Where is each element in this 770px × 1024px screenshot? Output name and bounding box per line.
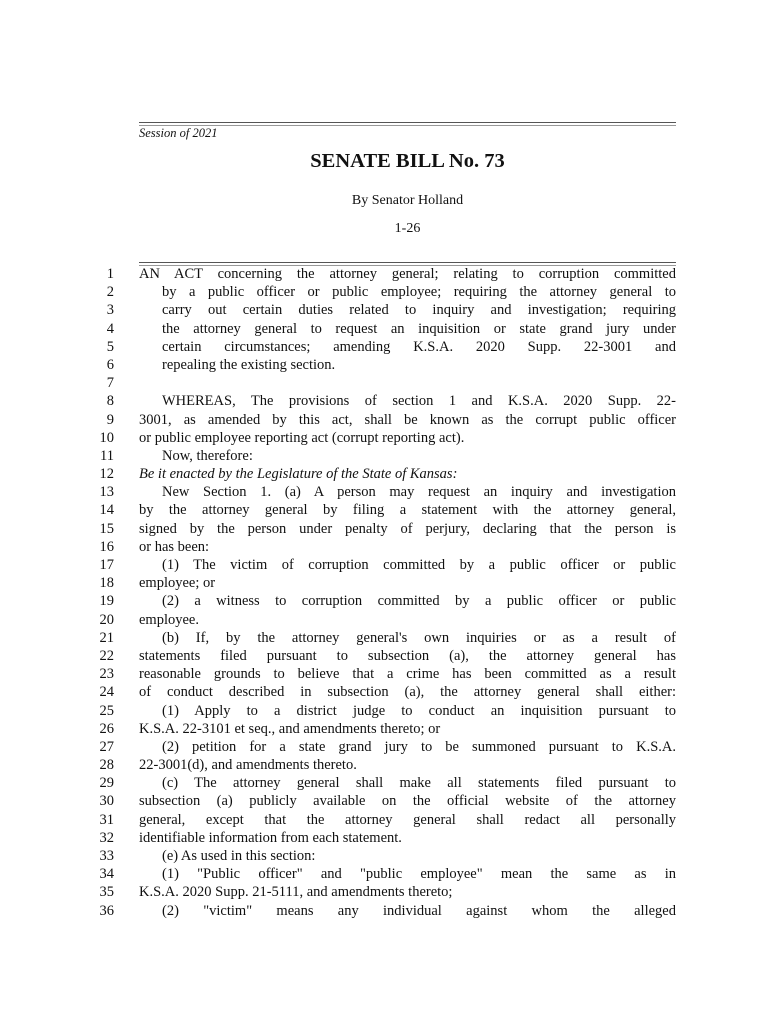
line-text: employee; or (139, 575, 216, 592)
bill-line (0, 520, 770, 538)
bill-line (0, 574, 770, 592)
line-number: 25 (99, 702, 114, 719)
bill-line (0, 556, 770, 574)
bill-line (0, 902, 770, 920)
bill-line (0, 356, 770, 374)
line-text: (2) "victim" means any individual against whom the alleged (162, 902, 676, 919)
bill-line (0, 629, 770, 647)
line-text: the attorney general to request an inquisition or state grand jury under (162, 320, 676, 337)
line-text: employee. (139, 611, 199, 628)
bill-title: SENATE BILL No. 73 (310, 150, 505, 172)
line-number: 30 (99, 793, 114, 810)
line-number: 27 (99, 738, 114, 755)
line-number: 1 (106, 266, 114, 282)
line-text: reasonable grounds to believe that a crime has been committed as a result (139, 666, 676, 683)
line-text: identifiable information from each statement. (139, 829, 402, 846)
header-rule-secondary (139, 125, 676, 126)
bill-line (0, 483, 770, 501)
bill-line (0, 301, 770, 319)
line-number: 35 (99, 884, 114, 901)
line-text: Now, therefore: (162, 447, 253, 464)
line-text: (1) Apply to a district judge to conduct an inquisition pursuant to (162, 702, 676, 719)
line-text: K.S.A. 22-3101 et seq., and amendments thereto; or (139, 720, 441, 737)
line-number: 16 (99, 538, 114, 555)
line-text: certain circumstances; amending K.S.A. 2020 Supp. 22-3001 and (162, 338, 676, 355)
bill-line (0, 338, 770, 356)
header-rule (139, 122, 676, 123)
bill-line (0, 883, 770, 901)
bill-line (0, 447, 770, 465)
bill-line (0, 811, 770, 829)
bill-line (0, 465, 770, 483)
line-text: AN ACT concerning the attorney general; relating to corruption committed (139, 266, 676, 282)
bill-line (0, 829, 770, 847)
bill-line (0, 611, 770, 629)
line-text: WHEREAS, The provisions of section 1 and K.S.A. 2020 Supp. 22- (162, 393, 676, 410)
line-text: (1) "Public officer" and "public employee" mean the same as in (162, 866, 676, 883)
line-number: 21 (99, 629, 114, 646)
bill-line (0, 792, 770, 810)
bill-line (0, 592, 770, 610)
line-text: or public employee reporting act (corrupt reporting act). (139, 429, 465, 446)
bill-line (0, 683, 770, 701)
bill-line (0, 374, 770, 392)
line-number: 13 (99, 484, 114, 501)
line-text: (1) The victim of corruption committed by a public officer or public (162, 557, 676, 573)
line-text: statements filed pursuant to subsection (a), the attorney general has (139, 647, 676, 664)
line-number: 7 (106, 375, 114, 392)
bill-line (0, 756, 770, 774)
line-number: 9 (106, 411, 114, 428)
bill-line (0, 774, 770, 792)
bill-date: 1-26 (394, 221, 421, 236)
line-number: 2 (106, 284, 114, 301)
line-number: 3 (106, 302, 114, 319)
line-number: 5 (106, 338, 114, 355)
line-text: by a public officer or public employee; requiring the attorney general to (162, 284, 676, 301)
line-number: 32 (99, 829, 114, 846)
line-number: 12 (99, 466, 114, 483)
line-number: 29 (99, 775, 114, 792)
line-text: by the attorney general by filing a statement with the attorney general, (139, 502, 676, 519)
line-text: subsection (a) publicly available on the official website of the attorney (139, 793, 676, 810)
line-text: (e) As used in this section: (162, 848, 316, 864)
line-number: 11 (100, 447, 114, 464)
bill-line (0, 702, 770, 720)
bill-line (0, 738, 770, 756)
bill-line (0, 411, 770, 429)
line-text: 3001, as amended by this act, shall be known as the corrupt public officer (139, 411, 676, 428)
line-text: (b) If, by the attorney general's own inquiries or as a result of (162, 629, 676, 646)
line-text: (2) petition for a state grand jury to be summoned pursuant to K.S.A. (162, 738, 676, 755)
bill-line (0, 647, 770, 665)
line-number: 22 (99, 647, 114, 664)
line-number: 17 (99, 557, 114, 573)
line-number: 31 (99, 811, 114, 828)
bill-line (0, 320, 770, 338)
line-number: 28 (99, 757, 114, 774)
bill-line (0, 720, 770, 738)
line-number: 4 (106, 320, 114, 337)
line-number: 34 (99, 866, 114, 883)
line-number: 18 (99, 575, 114, 592)
line-text: signed by the person under penalty of perjury, declaring that the person is (139, 520, 676, 537)
bill-line (0, 265, 770, 283)
bill-line (0, 865, 770, 883)
line-text: 22-3001(d), and amendments thereto. (139, 757, 357, 774)
body-rule (139, 262, 676, 263)
line-text: K.S.A. 2020 Supp. 21-5111, and amendments thereto; (139, 884, 453, 901)
line-text: or has been: (139, 538, 210, 555)
line-number: 8 (106, 393, 114, 410)
line-text: New Section 1. (a) A person may request an inquiry and investigation (162, 484, 676, 501)
line-number: 19 (99, 593, 114, 610)
line-number: 23 (99, 666, 114, 683)
bill-line (0, 429, 770, 447)
bill-line (0, 665, 770, 683)
bill-body (0, 265, 770, 920)
line-number: 20 (99, 611, 114, 628)
bill-line (0, 538, 770, 556)
session-label: Session of 2021 (139, 126, 218, 140)
line-number: 24 (99, 684, 114, 701)
bill-line (0, 501, 770, 519)
line-number: 6 (106, 356, 114, 373)
bill-line (0, 847, 770, 865)
line-text: Be it enacted by the Legislature of the State of Kansas: (139, 466, 458, 483)
bill-sponsor: By Senator Holland (351, 193, 464, 208)
line-text: carry out certain duties related to inquiry and investigation; requiring (162, 302, 676, 319)
bill-line (0, 392, 770, 410)
line-text: (2) a witness to corruption committed by a public officer or public (162, 593, 676, 610)
line-text: general, except that the attorney general shall redact all personally (139, 811, 676, 828)
line-text: repealing the existing section. (162, 356, 336, 373)
line-number: 10 (99, 429, 114, 446)
line-text: of conduct described in subsection (a), the attorney general shall either: (139, 684, 676, 701)
line-text: (c) The attorney general shall make all statements filed pursuant to (162, 775, 676, 792)
line-number: 15 (99, 520, 114, 537)
line-number: 26 (99, 720, 114, 737)
line-number: 33 (99, 848, 114, 864)
line-number: 14 (99, 502, 114, 519)
bill-line (0, 283, 770, 301)
line-number: 36 (99, 902, 114, 919)
